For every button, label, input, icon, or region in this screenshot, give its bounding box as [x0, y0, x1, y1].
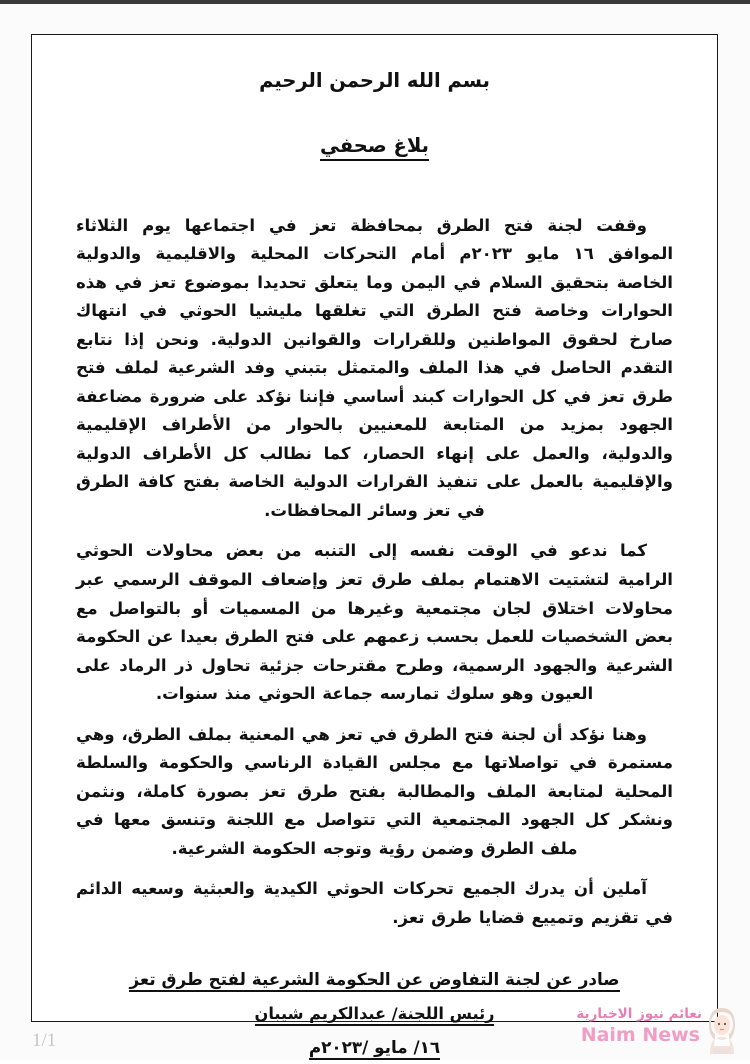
- document-body: [76, 212, 673, 933]
- paragraph: وقفت لجنة فتح الطرق بمحافظة تعز في اجتماعها يوم الثلاثاء الموافق ١٦ مايو ٢٠٢٣م أمام التحركات المحلية والاقليمية والدولية الخاصة بتحقيق السلام في اليمن وما يتعلق تحديدا بموضوع تعز في هذه الحوارات وخاصة فتح الطرق التي تغلقها مليشيا الحوثي في انتهاك صارخ لحقوق المواطنين وللقرارات والقوانين الدولية. ونحن إذا نتابع التقدم الحاصل في هذا الملف والمتمثل بتبني وفد الشرعية لملف فتح طرق تعز في كل الحوارات كبند أساسي فإننا نؤكد على ضرورة مضاعفة الجهود بمزيد من المتابعة للمعنيين بالحوار من الأطراف الإقليمية والدولية، والعمل على إنهاء الحصار، كما نطالب كل الأطراف الدولية والإقليمية بالعمل على تنفيذ القرارات الدولية الخاصة بفتح كافة الطرق في تعز وسائر المحافظات.: [76, 215, 674, 520]
- paragraph: وهنا نؤكد أن لجنة فتح الطرق في تعز هي المعنية بملف الطرق، وهي مستمرة في تواصلاتها مع مجلس القيادة الرناسي والحكومة والسلطة المحلية لمتابعة الملف والمطالبة بفتح طرق تعز بصورة كاملة، ونثمن ونشكر كل الجهود المجتمعية التي تتواصل مع اللجنة وتنسق معها في ملف الطرق وضمن رؤية وتوجه الحكومة الشرعية.: [76, 724, 673, 858]
- document-title: [76, 132, 673, 159]
- watermark-english-text: Naim News: [580, 1024, 700, 1046]
- signature-date-text: ١٦/ مايو /٢٠٢٣م: [309, 1037, 440, 1060]
- document-viewer-surface: [0, 4, 750, 1060]
- page-indicator: 1/1: [32, 1030, 57, 1051]
- woman-hijab-avatar-icon: [702, 1004, 742, 1054]
- paragraph: آملين أن يدرك الجميع تحركات الحوثي الكيدية والعبثية وسعيه الدائم في تقزيم وتمييع قضايا طرق تعز.: [76, 879, 673, 927]
- signature-name-text: رئيس اللجنة/ عبدالكريم شيبان: [255, 1004, 495, 1026]
- signature-issuer-line: [76, 962, 673, 996]
- watermark-arabic-text: نعائم نيوز الاخبارية: [576, 1006, 702, 1022]
- basmala-heading: بسم الله الرحمن الرحيم: [259, 69, 490, 92]
- paragraph: كما ندعو في الوقت نفسه إلى التنبه من بعض محاولات الحوثي الرامية لتشتيت الاهتمام بملف طرق تعز وإضعاف الموقف الرسمي عبر محاولات اختلاق لجان مجتمعية وغيرها من المسميات أو بالتواصل مع بعض الشخصيات للعمل بحسب زعمهم على فتح الطرق بعيدا عن الحكومة الشرعية والجهود الرسمية، وطرح مقترحات جزئية تحاول ذر الرماد على العيون وهو سلوك تمارسه جماعة الحوثي منذ سنوات.: [76, 541, 673, 704]
- watermark: [572, 1000, 744, 1058]
- page-title: بلاغ صحفي: [320, 134, 429, 161]
- signature-issuer-text: صادر عن لجنة التفاوض عن الحكومة الشرعية لفتح طرق تعز: [129, 969, 619, 992]
